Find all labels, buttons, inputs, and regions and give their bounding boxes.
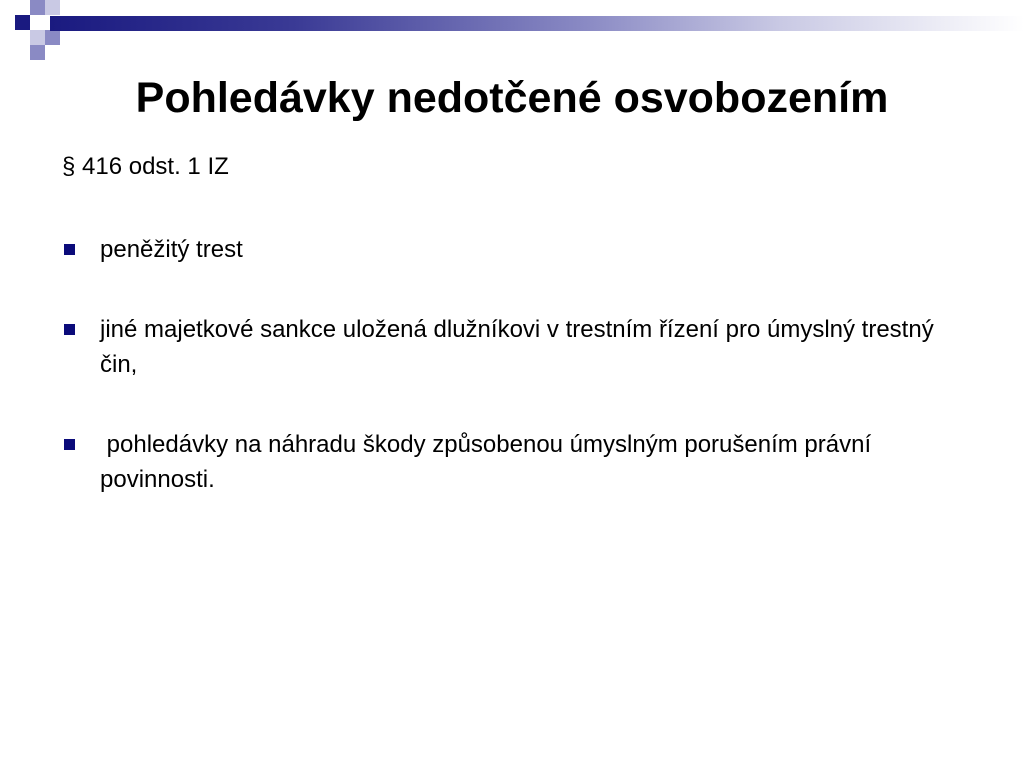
decor-square (45, 30, 60, 45)
bullet-text: pohledávky na náhradu škody způsobenou úmyslným porušením právní povinnosti. (100, 431, 878, 493)
bullet-item (62, 232, 962, 267)
decor-square (30, 0, 45, 15)
decor-square (15, 15, 30, 30)
bullet-item (62, 427, 962, 497)
bullet-text: jiné majetkové sankce uložená dlužníkovi v trestním řízení pro úmyslný trestný čin, (100, 316, 934, 378)
bullet-text: peněžitý trest (100, 236, 243, 263)
square-bullet-icon (64, 244, 75, 255)
decor-square (30, 30, 45, 45)
bullet-item (62, 312, 962, 382)
header-gradient-bar (50, 16, 1024, 31)
decor-square (30, 45, 45, 60)
decor-square (45, 0, 60, 15)
bullet-list (62, 232, 962, 497)
square-bullet-icon (64, 324, 75, 335)
slide-title: Pohledávky nedotčené osvobozením (135, 74, 889, 122)
slide-subtitle: § 416 odst. 1 IZ (62, 153, 229, 180)
square-bullet-icon (64, 439, 75, 450)
